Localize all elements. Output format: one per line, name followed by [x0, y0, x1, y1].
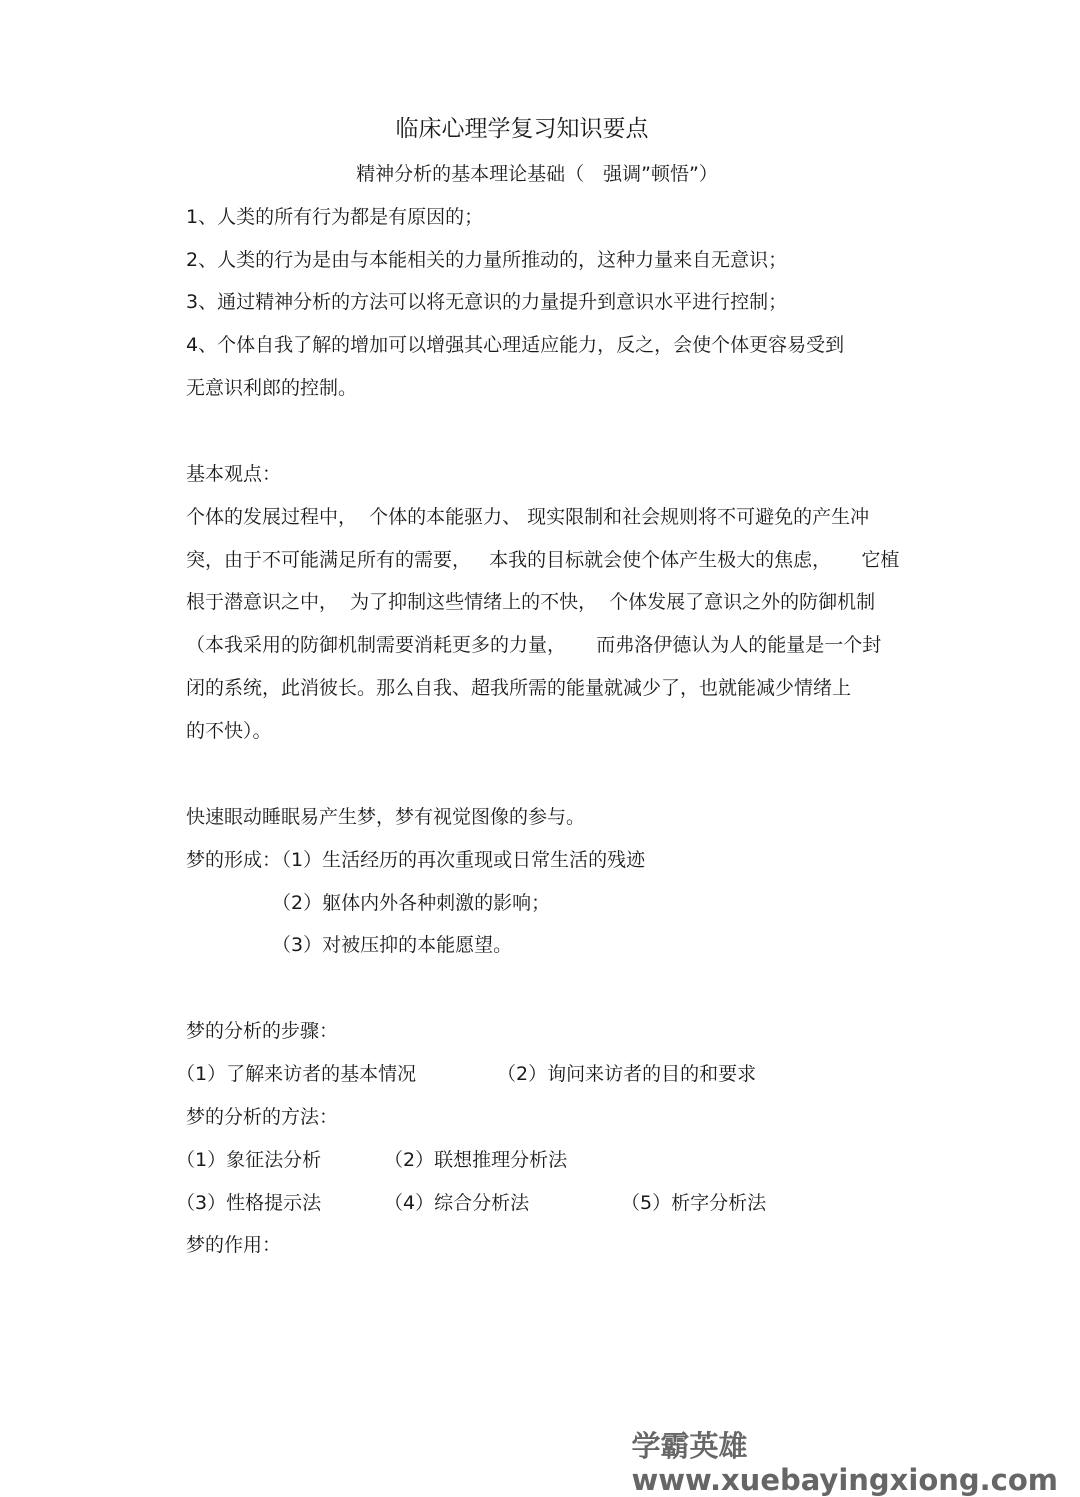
- watermark-brand: 学霸英雄: [631, 1429, 748, 1463]
- basic-views-heading: 基本观点：: [186, 463, 282, 485]
- document-title: 临床心理学复习知识要点: [395, 116, 649, 142]
- principle-item: 4、个体自我了解的增加可以增强其心理适应能力，反之，会使个体更容易受到: [186, 334, 845, 356]
- document-subtitle: 精神分析的基本理论基础（ 强调”顿悟”）: [356, 163, 718, 185]
- paragraph-line: 根于潜意识之中， 为了抑制这些情绪上的不快， 个体发展了意识之外的防御机制: [186, 591, 876, 613]
- dream-formation-item: （2）躯体内外各种刺激的影响；: [272, 892, 551, 914]
- analysis-method: （3）性格提示法: [176, 1192, 322, 1214]
- analysis-methods-heading: 梦的分析的方法：: [186, 1106, 339, 1128]
- analysis-step: （1）了解来访者的基本情况: [176, 1063, 417, 1085]
- paragraph-line: 闭的系统，此消彼长。那么自我、超我所需的能量就减少了，也就能减少情绪上: [186, 677, 852, 699]
- analysis-step: （2）询问来访者的目的和要求: [497, 1063, 757, 1085]
- dream-function-heading: 梦的作用：: [186, 1234, 282, 1256]
- dream-formation-item: （3）对被压抑的本能愿望。: [272, 934, 513, 956]
- watermark-url: www.xuebayingxiong.com: [631, 1463, 1058, 1497]
- analysis-method: （5）析字分析法: [621, 1192, 767, 1214]
- paragraph-line: 突，由于不可能满足所有的需要， 本我的目标就会使个体产生极大的焦虑， 它植: [186, 549, 900, 571]
- principle-item: 2、人类的行为是由与本能相关的力量所推动的，这种力量来自无意识；: [186, 249, 788, 271]
- analysis-method: （1）象征法分析: [176, 1149, 322, 1171]
- rem-sleep-intro: 快速眼动睡眠易产生梦，梦有视觉图像的参与。: [186, 806, 586, 828]
- watermark: [611, 1395, 1058, 1497]
- paragraph-line: （本我采用的防御机制需要消耗更多的力量， 而弗洛伊德认为人的能量是一个封: [186, 634, 882, 656]
- principle-item-continuation: 无意识利郎的控制。: [186, 377, 358, 399]
- principle-item: 3、通过精神分析的方法可以将无意识的力量提升到意识水平进行控制；: [186, 291, 788, 313]
- dream-formation-item: （1）生活经历的再次重现或日常生活的残迹: [272, 849, 646, 871]
- paragraph-line: 个体的发展过程中， 个体的本能驱力、 现实限制和社会规则将不可避免的产生冲: [186, 506, 870, 528]
- analysis-method: （2）联想推理分析法: [384, 1149, 568, 1171]
- analysis-method: （4）综合分析法: [384, 1192, 530, 1214]
- dream-formation-label: 梦的形成：: [186, 849, 282, 871]
- analysis-steps-heading: 梦的分析的步骤：: [186, 1020, 339, 1042]
- principle-item: 1、人类的所有行为都是有原因的；: [186, 206, 484, 228]
- paragraph-line: 的不快）。: [186, 720, 272, 742]
